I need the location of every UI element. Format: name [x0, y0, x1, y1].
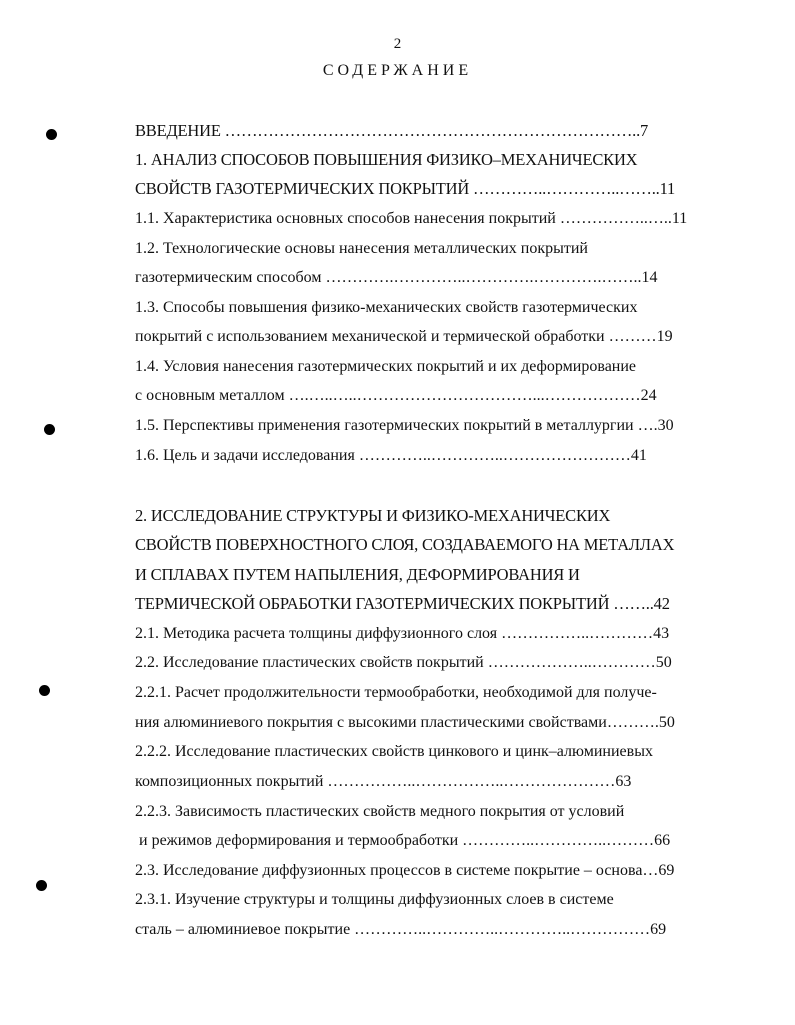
toc-entry-2-1[interactable]: 2.1. Методика расчета толщины диффузионного слоя ……………..…………43 [135, 625, 670, 642]
toc-entry-intro[interactable]: ВВЕДЕНИЕ …………………………………………………………………..7 [135, 121, 649, 140]
toc-entry-2-3[interactable]: 2.3. Исследование диффузионных процессов в системе покрытие – основа…69 [135, 862, 675, 879]
toc-entry-chapter-2-cont[interactable]: СВОЙСТВ ПОВЕРХНОСТНОГО СЛОЯ, СОЗДАВАЕМОГО НА МЕТАЛЛАХ [135, 535, 675, 554]
toc-entry-chapter-2[interactable]: 2. ИССЛЕДОВАНИЕ СТРУКТУРЫ И ФИЗИКО-МЕХАНИЧЕСКИХ [135, 506, 611, 525]
toc-entry-2-2-2-cont[interactable]: композиционных покрытий ……………..……………..…………………63 [135, 773, 632, 790]
toc-entry-2-2-1[interactable]: 2.2.1. Расчет продолжительности термообработки, необходимой для получе- [135, 684, 657, 701]
toc-entry-2-2-2[interactable]: 2.2.2. Исследование пластических свойств цинкового и цинк–алюминиевых [135, 743, 653, 760]
toc-entry-1-2-cont[interactable]: газотермическим способом ………….…………..………….………….……..14 [135, 269, 658, 286]
page-title: СОДЕРЖАНИЕ [322, 62, 473, 79]
toc-entry-2-3-1[interactable]: 2.3.1. Изучение структуры и толщины диффузионных слоев в системе [135, 891, 614, 908]
toc-entry-2-2-1-cont[interactable]: ния алюминиевого покрытия с высокими пластическими свойствами……….50 [135, 714, 675, 731]
toc-entry-1-5[interactable]: 1.5. Перспективы применения газотермических покрытий в металлургии ….30 [135, 417, 674, 434]
page-number: 2 [393, 36, 402, 52]
toc-entry-1-4-cont[interactable]: с основным металлом ….…..…..……………………………...………………24 [135, 387, 657, 404]
toc-entry-1-6[interactable]: 1.6. Цель и задачи исследования …………..…………..……………………41 [135, 447, 647, 464]
toc-entry-2-2-3[interactable]: 2.2.3. Зависимость пластических свойств медного покрытия от условий [135, 803, 625, 820]
toc-entry-2-2-3-cont[interactable]: и режимов деформирования и термообработки …………..…………..………66 [139, 832, 671, 849]
toc-entry-chapter-2-cont[interactable]: ТЕРМИЧЕСКОЙ ОБРАБОТКИ ГАЗОТЕРМИЧЕСКИХ ПОКРЫТИЙ ……..42 [135, 594, 670, 613]
toc-entry-1-3-cont[interactable]: покрытий с использованием механической и термической обработки ………19 [135, 328, 673, 345]
toc-entry-1-1[interactable]: 1.1. Характеристика основных способов нанесения покрытий ……………..…..11 [135, 210, 688, 227]
toc-entry-1-4[interactable]: 1.4. Условия нанесения газотермических покрытий и их деформирование [135, 358, 637, 375]
toc-entry-2-2[interactable]: 2.2. Исследование пластических свойств покрытий ………………..…………50 [135, 654, 672, 671]
toc-entry-chapter-1[interactable]: 1. АНАЛИЗ СПОСОБОВ ПОВЫШЕНИЯ ФИЗИКО–МЕХАНИЧЕСКИХ [135, 150, 638, 169]
toc-entry-1-3[interactable]: 1.3. Способы повышения физико-механических свойств газотермических [135, 299, 638, 316]
toc-entry-1-2[interactable]: 1.2. Технологические основы нанесения металлических покрытий [135, 240, 588, 257]
toc-entry-chapter-2-cont[interactable]: И СПЛАВАХ ПУТЕМ НАПЫЛЕНИЯ, ДЕФОРМИРОВАНИЯ И [135, 565, 580, 584]
toc-entry-2-3-1-cont[interactable]: сталь – алюминиевое покрытие …………..…………..…………..……………69 [135, 921, 667, 938]
toc-entry-chapter-1-cont[interactable]: СВОЙСТВ ГАЗОТЕРМИЧЕСКИХ ПОКРЫТИЙ …………..…………..……..11 [135, 179, 676, 198]
